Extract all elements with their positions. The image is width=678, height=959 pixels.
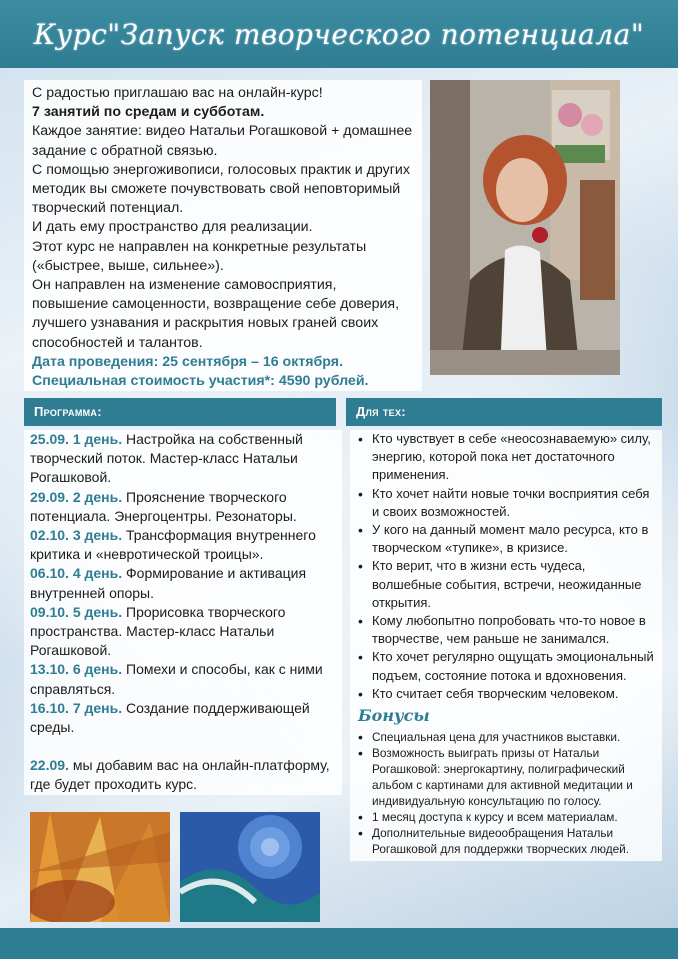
list-item: • Кто хочет регулярно ощущать эмоциональный подъем, состояние потока и вдохновения. xyxy=(356,648,656,684)
list-item: • 1 месяц доступа к курсу и всем материалам. xyxy=(356,809,656,825)
program-item: 25.09. 1 день. Настройка на собственный творческий поток. Мастер-класс Натальи Рогашковой. xyxy=(30,431,303,486)
author-photo xyxy=(430,80,620,375)
painting-sunflower xyxy=(30,812,170,922)
intro-dates: Дата проведения: 25 сентября – 16 октября. xyxy=(32,353,344,370)
list-item: • Кто верит, что в жизни есть чудеса, волшебные события, встречи, неожиданные открытия. xyxy=(356,557,656,612)
list-item: • Кто считает себя творческим человеком. xyxy=(356,685,656,703)
list-item: • Кому любопытно попробовать что-то новое в творчестве, чем раньше не занимался. xyxy=(356,612,656,648)
list-item: • Кто хочет найти новые точки восприятия себя и своих возможностей. xyxy=(356,485,656,521)
program-item: 16.10. 7 день. Создание поддерживающей среды. xyxy=(30,699,310,736)
list-item: • Возможность выиграть призы от Натальи Рогашковой: энергокартину, полиграфический альбом с картинами для активной медитации и индивидуальную консультацию по голосу. xyxy=(356,745,656,809)
who-heading-bar xyxy=(346,398,662,426)
program-item: 29.09. 2 день. Прояснение творческого потенциала. Энергоцентры. Резонаторы. xyxy=(30,488,297,524)
bonuses-list xyxy=(356,729,656,857)
program-list xyxy=(24,430,342,795)
list-item: • Кто чувствует в себе «неосознаваемую» силу, энергию, которой пока нет достаточного применения. xyxy=(356,430,656,485)
who-heading: Для тех: xyxy=(356,404,406,419)
painting-wave-rose xyxy=(180,812,320,922)
program-heading: Программа: xyxy=(34,404,102,419)
audience-block xyxy=(350,430,662,861)
intro-price: Специальная стоимость участия*: 4590 рублей. xyxy=(32,373,369,390)
program-item: 02.10. 3 день. Трансформация внутреннего критика и «невротической троицы». xyxy=(30,527,316,563)
program-item: 09.10. 5 день. Прорисовка творческого пространства. Мастер-класс Натальи Рогашковой. xyxy=(30,603,286,659)
platform-note: 22.09. мы добавим вас на онлайн-платформу, где будет проходить курс. xyxy=(30,757,330,793)
list-item: • Дополнительные видеообращения Натальи Рогашковой для поддержки творческих людей. xyxy=(356,825,656,857)
intro-schedule: 7 занятий по средам и субботам. xyxy=(32,104,265,121)
intro-methods: С помощью энергоживописи, голосовых практик и других методик вы сможете почувствовать свой неповторимый творческий потенциал. xyxy=(32,161,410,217)
intro-space: И дать ему пространство для реализации. xyxy=(32,219,313,236)
program-heading-bar xyxy=(24,398,336,426)
list-item: • Специальная цена для участников выставки. xyxy=(356,729,656,745)
bonuses-heading: Бонусы xyxy=(358,706,430,726)
list-item: • У кого на данный момент мало ресурса, кто в творческом «тупике», в кризисе. xyxy=(356,521,656,557)
audience-list xyxy=(356,430,656,703)
header-banner xyxy=(0,0,678,68)
intro-not-results: Этот курс не направлен на конкретные результаты («быстрее, выше, сильнее»). xyxy=(32,238,367,274)
intro-format: Каждое занятие: видео Натальи Рогашковой + домашнее задание с обратной связью. xyxy=(32,123,413,159)
program-item: 13.10. 6 день. Помехи и способы, как с ними справляться. xyxy=(30,661,323,697)
page-title: Курс"Запуск творческого потенциала" xyxy=(33,17,645,51)
program-item: 06.10. 4 день. Формирование и активация внутренней опоры. xyxy=(30,565,307,601)
intro-text-block xyxy=(24,80,422,391)
footer-bar xyxy=(0,928,678,959)
intro-greeting: С радостью приглашаю вас на онлайн-курс! xyxy=(32,85,323,101)
intro-aim: Он направлен на изменение самовосприятия, повышение самоценности, возвращение себе доверия, лучшего узнавания и раскрытия новых граней своих способностей и талантов. xyxy=(32,277,400,351)
